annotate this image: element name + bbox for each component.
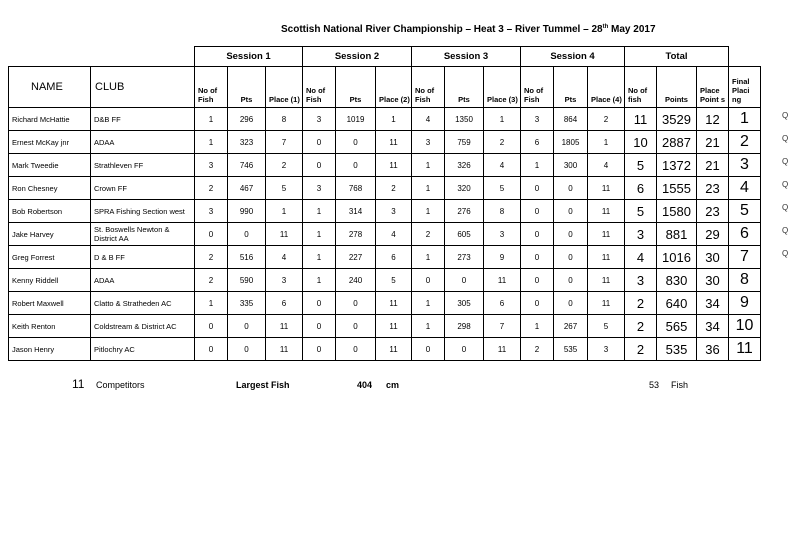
total-fish-label: Fish — [671, 380, 689, 390]
session-3-place: 5 — [484, 177, 521, 200]
session-3-pts: 759 — [445, 131, 484, 154]
session-1-pts: 0 — [228, 223, 266, 246]
session-2-place: 11 — [376, 338, 412, 361]
session-3-fish: 2 — [412, 223, 445, 246]
session-3-pts-header: Pts — [445, 67, 484, 108]
total-fish: 2 — [625, 338, 657, 361]
session-2-fish: 0 — [303, 338, 336, 361]
session-3-place: 2 — [484, 131, 521, 154]
session-4-no-fish-header: No of Fish — [521, 67, 554, 108]
session-4-fish: 0 — [521, 223, 554, 246]
session-4-place-header: Place (4) — [588, 67, 625, 108]
total-points: 1580 — [657, 200, 697, 223]
place-points: 23 — [697, 200, 729, 223]
qualified-mark: Q — [782, 157, 789, 166]
summary-footer — [0, 377, 805, 400]
session-2-fish: 1 — [303, 200, 336, 223]
session-4-pts: 0 — [554, 177, 588, 200]
session-3-pts: 298 — [445, 315, 484, 338]
table-row — [9, 292, 761, 315]
competitor-club: Crown FF — [91, 177, 195, 200]
total-fish: 5 — [625, 200, 657, 223]
session-1-no-fish-header: No of Fish — [195, 67, 228, 108]
session-3-pts: 305 — [445, 292, 484, 315]
session-1-place-header: Place (1) — [266, 67, 303, 108]
session-3-place-header: Place (3) — [484, 67, 521, 108]
session-2-place: 11 — [376, 292, 412, 315]
session-1-fish: 2 — [195, 177, 228, 200]
session-3-fish: 1 — [412, 246, 445, 269]
competitor-club: D & B FF — [91, 246, 195, 269]
place-points: 34 — [697, 292, 729, 315]
place-points: 34 — [697, 315, 729, 338]
largest-fish-label: Largest Fish — [236, 380, 290, 390]
session-3-fish: 1 — [412, 315, 445, 338]
session-1-place: 8 — [266, 108, 303, 131]
place-points: 30 — [697, 246, 729, 269]
session-2-place: 3 — [376, 200, 412, 223]
competitors-count: 11 — [72, 377, 85, 391]
session-4-place: 11 — [588, 200, 625, 223]
session-1-place: 2 — [266, 154, 303, 177]
session-4-place: 2 — [588, 108, 625, 131]
competitor-name: Mark Tweedie — [9, 154, 91, 177]
session-3-place: 3 — [484, 223, 521, 246]
final-placing: 7 — [729, 246, 761, 269]
session-2-fish: 1 — [303, 269, 336, 292]
column-header-row — [9, 67, 761, 108]
session-2-fish: 0 — [303, 131, 336, 154]
session-2-fish: 3 — [303, 177, 336, 200]
session-3-place: 11 — [484, 338, 521, 361]
session-2-pts-header: Pts — [336, 67, 376, 108]
session-2-fish: 0 — [303, 315, 336, 338]
competitor-name: Keith Renton — [9, 315, 91, 338]
competitor-club: Coldstream & District AC — [91, 315, 195, 338]
total-points-header: Points — [657, 67, 697, 108]
session-2-pts: 1019 — [336, 108, 376, 131]
qualified-mark: Q — [782, 203, 789, 212]
session-4-fish: 0 — [521, 200, 554, 223]
session-1-place: 11 — [266, 223, 303, 246]
session-3-pts: 273 — [445, 246, 484, 269]
table-row — [9, 177, 761, 200]
session-3-pts: 326 — [445, 154, 484, 177]
session-1-pts: 296 — [228, 108, 266, 131]
total-fish: 2 — [625, 292, 657, 315]
session-3-fish: 4 — [412, 108, 445, 131]
table-row — [9, 269, 761, 292]
session-1-pts: 990 — [228, 200, 266, 223]
competitor-club: D&B FF — [91, 108, 195, 131]
total-fish: 3 — [625, 269, 657, 292]
session-3-pts: 276 — [445, 200, 484, 223]
session-1-place: 3 — [266, 269, 303, 292]
session-4-fish: 1 — [521, 315, 554, 338]
competitor-name: Greg Forrest — [9, 246, 91, 269]
session-2-header: Session 2 — [303, 47, 412, 67]
session-4-pts: 0 — [554, 269, 588, 292]
competitor-name: Bob Robertson — [9, 200, 91, 223]
final-placing: 10 — [729, 315, 761, 338]
total-fish: 6 — [625, 177, 657, 200]
final-placing: 6 — [729, 223, 761, 246]
session-4-pts: 267 — [554, 315, 588, 338]
total-no-fish-header: No of fish — [625, 67, 657, 108]
table-row — [9, 223, 761, 246]
session-4-pts: 0 — [554, 292, 588, 315]
final-placing: 4 — [729, 177, 761, 200]
place-points: 21 — [697, 131, 729, 154]
session-2-place: 1 — [376, 108, 412, 131]
place-points: 36 — [697, 338, 729, 361]
total-points: 3529 — [657, 108, 697, 131]
session-4-place: 11 — [588, 223, 625, 246]
session-2-no-fish-header: No of Fish — [303, 67, 336, 108]
total-fish: 10 — [625, 131, 657, 154]
session-2-place: 11 — [376, 154, 412, 177]
name-column-header: NAME — [9, 67, 91, 108]
session-4-pts: 0 — [554, 200, 588, 223]
competitor-name: Richard McHattie — [9, 108, 91, 131]
session-2-fish: 1 — [303, 246, 336, 269]
session-4-pts: 0 — [554, 246, 588, 269]
table-row — [9, 246, 761, 269]
session-2-pts: 0 — [336, 292, 376, 315]
competitor-name: Robert Maxwell — [9, 292, 91, 315]
session-2-fish: 0 — [303, 154, 336, 177]
session-2-place: 4 — [376, 223, 412, 246]
session-1-pts: 323 — [228, 131, 266, 154]
total-fish: 2 — [625, 315, 657, 338]
final-placing: 3 — [729, 154, 761, 177]
session-4-pts: 535 — [554, 338, 588, 361]
session-4-place: 5 — [588, 315, 625, 338]
session-2-pts: 0 — [336, 131, 376, 154]
total-points: 2887 — [657, 131, 697, 154]
session-3-pts: 0 — [445, 269, 484, 292]
final-placing: 9 — [729, 292, 761, 315]
session-1-pts: 467 — [228, 177, 266, 200]
session-3-place: 6 — [484, 292, 521, 315]
session-1-header: Session 1 — [195, 47, 303, 67]
session-3-fish: 1 — [412, 154, 445, 177]
competitor-club: Clatto & Stratheden AC — [91, 292, 195, 315]
session-1-fish: 3 — [195, 200, 228, 223]
total-header: Total — [625, 47, 729, 67]
session-3-place: 11 — [484, 269, 521, 292]
total-points: 830 — [657, 269, 697, 292]
session-4-place: 11 — [588, 269, 625, 292]
session-4-pts: 300 — [554, 154, 588, 177]
session-4-place: 1 — [588, 131, 625, 154]
table-row — [9, 108, 761, 131]
place-points-header: Place Point s — [697, 67, 729, 108]
total-fish-count: 53 — [649, 380, 660, 390]
final-placing-header: Final Placi ng — [729, 67, 761, 108]
session-4-place: 11 — [588, 246, 625, 269]
place-points: 30 — [697, 269, 729, 292]
place-points: 12 — [697, 108, 729, 131]
session-4-pts-header: Pts — [554, 67, 588, 108]
session-2-pts: 768 — [336, 177, 376, 200]
competitor-club: ADAA — [91, 131, 195, 154]
session-1-place: 11 — [266, 338, 303, 361]
competitor-club: St. Boswells Newton & District AA — [91, 223, 195, 246]
session-3-fish: 1 — [412, 177, 445, 200]
final-placing: 5 — [729, 200, 761, 223]
total-points: 1016 — [657, 246, 697, 269]
competitor-club: SPRA Fishing Section west — [91, 200, 195, 223]
qualified-mark: Q — [782, 249, 789, 258]
session-4-header: Session 4 — [521, 47, 625, 67]
session-2-fish: 3 — [303, 108, 336, 131]
competitor-name: Jake Harvey — [9, 223, 91, 246]
session-3-place: 9 — [484, 246, 521, 269]
session-2-pts: 0 — [336, 315, 376, 338]
table-row — [9, 154, 761, 177]
place-points: 29 — [697, 223, 729, 246]
total-points: 1555 — [657, 177, 697, 200]
session-2-fish: 1 — [303, 223, 336, 246]
session-3-place: 4 — [484, 154, 521, 177]
session-3-fish: 1 — [412, 200, 445, 223]
session-1-fish: 0 — [195, 338, 228, 361]
session-4-place: 4 — [588, 154, 625, 177]
session-3-no-fish-header: No of Fish — [412, 67, 445, 108]
competitor-club: Strathleven FF — [91, 154, 195, 177]
session-1-fish: 1 — [195, 108, 228, 131]
competitor-club: Pitlochry AC — [91, 338, 195, 361]
competitor-name: Ernest McKay jnr — [9, 131, 91, 154]
session-3-fish: 3 — [412, 131, 445, 154]
session-2-place: 11 — [376, 315, 412, 338]
session-2-pts: 227 — [336, 246, 376, 269]
session-1-pts: 335 — [228, 292, 266, 315]
session-1-pts: 516 — [228, 246, 266, 269]
session-1-place: 7 — [266, 131, 303, 154]
results-table — [8, 46, 761, 361]
session-header-row — [9, 47, 761, 67]
total-fish: 3 — [625, 223, 657, 246]
competitors-label: Competitors — [96, 380, 145, 390]
total-fish: 11 — [625, 108, 657, 131]
total-fish: 5 — [625, 154, 657, 177]
session-3-fish: 0 — [412, 269, 445, 292]
table-row — [9, 200, 761, 223]
session-1-fish: 2 — [195, 246, 228, 269]
session-4-place: 11 — [588, 177, 625, 200]
session-1-place: 5 — [266, 177, 303, 200]
place-points: 23 — [697, 177, 729, 200]
competitor-name: Jason Henry — [9, 338, 91, 361]
session-1-pts: 746 — [228, 154, 266, 177]
session-4-place: 3 — [588, 338, 625, 361]
session-4-pts: 0 — [554, 223, 588, 246]
session-4-fish: 0 — [521, 246, 554, 269]
session-1-pts-header: Pts — [228, 67, 266, 108]
qualified-mark: Q — [782, 180, 789, 189]
qualified-mark: Q — [782, 134, 789, 143]
session-1-pts: 590 — [228, 269, 266, 292]
session-3-place: 8 — [484, 200, 521, 223]
session-2-pts: 0 — [336, 338, 376, 361]
club-column-header: CLUB — [91, 67, 195, 108]
session-4-pts: 864 — [554, 108, 588, 131]
session-3-pts: 320 — [445, 177, 484, 200]
final-placing: 8 — [729, 269, 761, 292]
session-2-pts: 240 — [336, 269, 376, 292]
qualified-mark: Q — [782, 226, 789, 235]
session-3-pts: 605 — [445, 223, 484, 246]
session-2-place: 2 — [376, 177, 412, 200]
session-1-pts: 0 — [228, 338, 266, 361]
session-4-fish: 2 — [521, 338, 554, 361]
session-4-fish: 0 — [521, 269, 554, 292]
final-placing: 2 — [729, 131, 761, 154]
competitor-club: ADAA — [91, 269, 195, 292]
session-2-place-header: Place (2) — [376, 67, 412, 108]
session-3-fish: 0 — [412, 338, 445, 361]
session-1-fish: 1 — [195, 131, 228, 154]
session-1-place: 11 — [266, 315, 303, 338]
competitor-name: Kenny Riddell — [9, 269, 91, 292]
final-placing: 1 — [729, 108, 761, 131]
session-1-fish: 2 — [195, 269, 228, 292]
session-1-fish: 3 — [195, 154, 228, 177]
session-3-place: 1 — [484, 108, 521, 131]
session-4-place: 11 — [588, 292, 625, 315]
table-row — [9, 315, 761, 338]
session-1-pts: 0 — [228, 315, 266, 338]
table-row — [9, 338, 761, 361]
session-3-pts: 1350 — [445, 108, 484, 131]
session-1-fish: 0 — [195, 315, 228, 338]
largest-fish-value: 404 — [357, 380, 373, 390]
session-2-fish: 0 — [303, 292, 336, 315]
largest-fish-unit: cm — [386, 380, 400, 390]
session-2-place: 11 — [376, 131, 412, 154]
qualified-mark: Q — [782, 111, 789, 120]
total-points: 1372 — [657, 154, 697, 177]
session-2-pts: 0 — [336, 154, 376, 177]
session-3-place: 7 — [484, 315, 521, 338]
total-points: 535 — [657, 338, 697, 361]
session-4-fish: 0 — [521, 292, 554, 315]
total-points: 565 — [657, 315, 697, 338]
final-placing: 11 — [729, 338, 761, 361]
session-4-fish: 0 — [521, 177, 554, 200]
session-2-pts: 278 — [336, 223, 376, 246]
session-1-place: 6 — [266, 292, 303, 315]
session-3-fish: 1 — [412, 292, 445, 315]
table-row — [9, 131, 761, 154]
session-1-place: 4 — [266, 246, 303, 269]
session-1-fish: 0 — [195, 223, 228, 246]
place-points: 21 — [697, 154, 729, 177]
session-3-header: Session 3 — [412, 47, 521, 67]
session-2-pts: 314 — [336, 200, 376, 223]
total-fish: 4 — [625, 246, 657, 269]
total-points: 881 — [657, 223, 697, 246]
session-1-fish: 1 — [195, 292, 228, 315]
session-3-pts: 0 — [445, 338, 484, 361]
session-4-fish: 3 — [521, 108, 554, 131]
session-2-place: 5 — [376, 269, 412, 292]
session-1-place: 1 — [266, 200, 303, 223]
session-4-fish: 6 — [521, 131, 554, 154]
session-4-pts: 1805 — [554, 131, 588, 154]
competitor-name: Ron Chesney — [9, 177, 91, 200]
session-2-place: 6 — [376, 246, 412, 269]
session-4-fish: 1 — [521, 154, 554, 177]
total-points: 640 — [657, 292, 697, 315]
